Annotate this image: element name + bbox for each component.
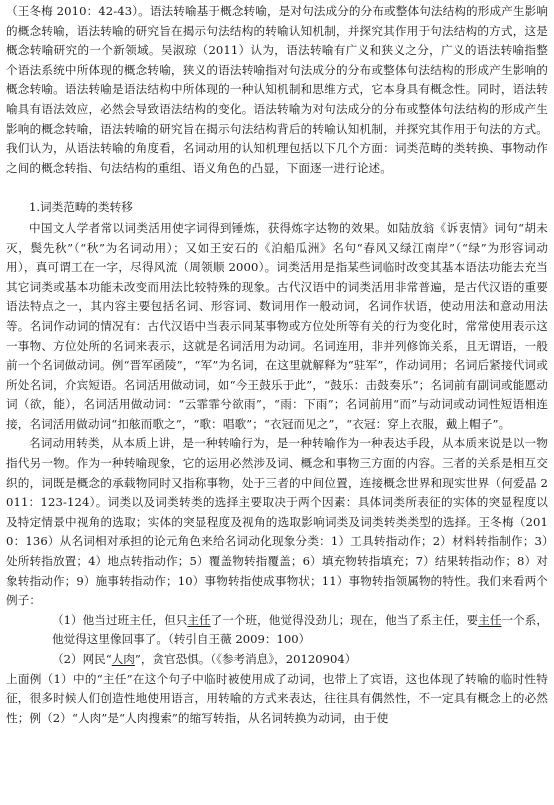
example-1-underlined-1: 主任 — [187, 612, 211, 627]
example-1-underlined-2: 主任 — [478, 612, 502, 627]
body-paragraph-4: 上面例（1）中的“主任”在这个句子中临时被使用成了动词，也带上了宾语，这也体现了转喻的临时性特征，很多时候人们创造性地使用语言，用转喻的方式来表达，往往具有偶然性，不一定具有概念上的必然性；例（2）“人肉”是“人肉搜索”的缩写转指，从名词转换为动词，由于使 — [6, 671, 548, 725]
example-1-text-a: （1）他当过班主任，但只 — [52, 612, 188, 627]
example-2-underlined: 人肉 — [111, 652, 135, 666]
body-paragraph-1: （王冬梅 2010：42-43）。语法转喻基于概念转喻，是对句法成分的分布或整体句法结构的形成产生影响的概念转喻，语法转喻的研究旨在揭示句法结构的转喻认知机制，并探究其作用于句法结构的方式，这是概念转喻研究的一个新领域。吴淑琼（2011）认为，语法转喻有广义和狭义之分，广义的语法转喻指整个语法系统中所体现的概念转喻，狭义的语法转喻指对句法成分的分布或整体句法结构的形成产生影响的概念转喻。语法转喻是语法结构中所体现的一种认知机制和思维方式，它本身具有概念性。同时，语法转喻具有语法效应，必然会导致语法结构的变化。语法转喻为对句法成分的分布或整体句法结构的形成产生影响的概念转喻，语法转喻的研究旨在揭示句法结构背后的转喻认知机制，并探究其作用于句法的方式。我们认为，从语法转喻的角度看，名词动用的认知机理包括以下几个方面：词类范畴的类转换、事物动作之间的概念转指、句法结构的重组、语义角色的凸显，下面逐一进行论述。 — [6, 4, 548, 175]
example-2-text-b: ”，贪官恐惧。（《参考消息》，20120904） — [134, 652, 357, 666]
example-2-text-a: （2）网民“ — [52, 652, 112, 666]
example-1-text-b: 了一个班，他觉得没劲儿；现在，他当了系主任，要 — [210, 612, 479, 627]
body-paragraph-2: 中国文人学者常以词类活用使字词得到锤炼，获得炼字达物的效果。如陆放翁《诉衷情》词句“胡未灭，鬓先秋”（“秋”为名词动用）；又如王安石的《泊船瓜洲》名句“春风又绿江南岸”（“绿”为形容词动用），真可谓工在一字，尽得风流（周领顺 2000）。词类活用是指某些词临时改变其基本语法功能去充当其它词类或基本功能未改变而用法比较特殊的现象。古代汉语中的词类活用非常普遍，是古代汉语的重要语法特点之一，其内容主要包括名词、形容词、数词用作一般动词，名词作状语，使动用法和意动用法等。名词作动词的情况有：古代汉语中当表示同某事物或方位处所等有关的行为变化时，常常使用表示这一事物、方位处所的名词来表示，这就是名词活用为动词。名词连用，非并列修饰关系，且无谓语，一般前一个名词做动词。例“晋军函陵”，“军”为名词，在这里就解释为“驻军”，作动词用；名词后紧接代词或所处名词，介宾短语。名词活用做动词，如“今王鼓乐于此”，“鼓乐：击鼓奏乐”；名词前有副词或能愿动词（欲，能），名词活用做动词：“云霏霏兮欲雨”，“雨：下雨”；名词前用“而”与动词或动词性短语相连接，名词活用做动词“扣舷而歌之”，“歌：唱歌”；“衣冠而见之”，“衣冠：穿上衣服，戴上帽子”。 — [6, 220, 548, 431]
body-paragraph-3: 名词动用转类，从本质上讲，是一种转喻行为，是一种转喻作为一种表达手段，从本质来说是以一物指代另一物。作为一种转喻现象，它的运用必然涉及词、概念和事物三方面的内容。三者的关系是相互交织的，词既是概念的承载物同时又指称事物，处于三者的中间位置，连接概念世界和现实世界（何爱晶 2011：123-124）。词类以及词类转类的选择主要取决于两个因素：具体词类所表征的实体的突显程度以及特定情景中视角的选取；实体的突显程度及视角的选取影响词类及词类转类类型的选择。王冬梅（2010：136）从名词相对承担的论元角色来给名词动化现象分类：1）工具转指动作；2）材料转指制作；3）处所转指放置；4）地点转指动作；5）覆盖物转指覆盖；6）填充物转指填充；7）结果转指动作；8）对象转指动作；9）施事转指动作；10）事物转指使成事物状；11）事物转指领属物的特性。我们来看两个例子： — [6, 436, 548, 608]
example-1 — [6, 611, 548, 650]
section-heading: 1.词类范畴的类转移 — [29, 200, 133, 215]
example-2 — [6, 650, 548, 670]
example-1-text-c: 一个系，他觉得这里像回事了。（转引自王薇 2009：100） — [52, 612, 548, 647]
